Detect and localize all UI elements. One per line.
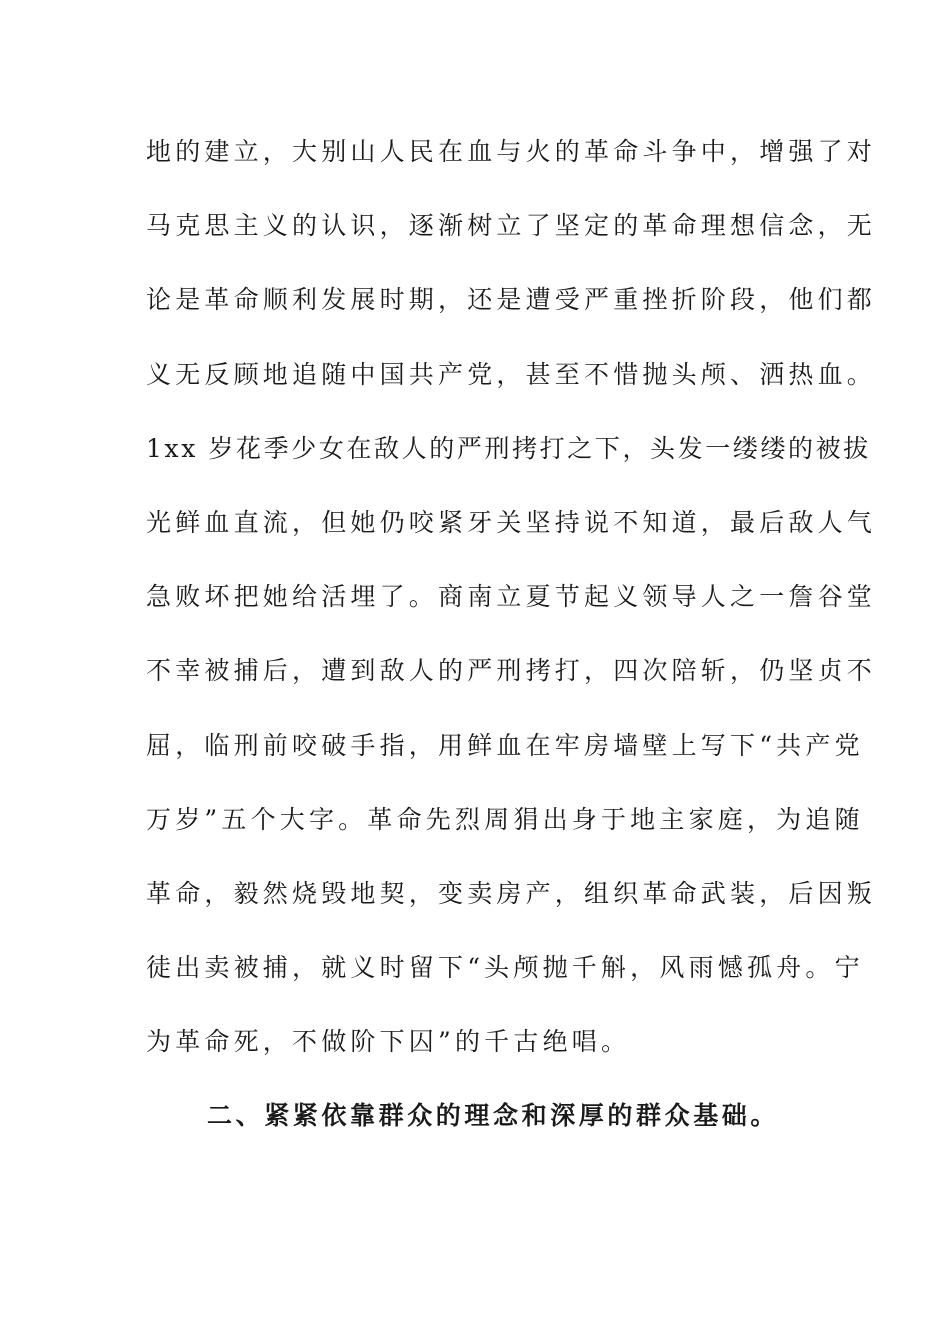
- paragraph-line: 光鲜血直流，但她仍咬紧牙关坚持说不知道，最后敌人气: [146, 507, 877, 537]
- paragraph-line: 论是革命顺利发展时期，还是遭受严重挫折阶段，他们都: [146, 285, 877, 315]
- paragraph-line: 马克思主义的认识，逐渐树立了坚定的革命理想信念，无: [146, 211, 877, 241]
- paragraph-line: 为革命死，不做阶下囚”的千古绝唱。: [146, 1027, 631, 1057]
- paragraph-line: 地的建立，大别山人民在血与火的革命斗争中，增强了对: [146, 137, 877, 166]
- paragraph-line: 不幸被捕后，遭到敌人的严刑拷打，四次陪斩，仍坚贞不: [146, 656, 877, 686]
- paragraph-line: 徒出卖被捕，就义时留下“头颅抛千斛，风雨憾孤舟。宁: [146, 953, 864, 983]
- paragraph-line: 屈，临刑前咬破手指，用鲜血在牢房墙壁上写下“共产党: [146, 730, 864, 760]
- paragraph-line: 急败坏把她给活埋了。商南立夏节起义领导人之一詹谷堂: [146, 582, 877, 612]
- body-paragraph: [146, 129, 877, 1093]
- section-heading: 二、紧紧依靠群众的理念和深厚的群众基础。: [207, 1101, 780, 1130]
- paragraph-line: 万岁”五个大字。革命先烈周狷出身于地主家庭，为追随: [146, 804, 864, 834]
- paragraph-line: 革命，毅然烧毁地契，变卖房产，组织革命武装，后因叛: [146, 878, 877, 908]
- paragraph-line: 义无反顾地追随中国共产党，甚至不惜抛头颅、洒热血。: [146, 359, 877, 389]
- paragraph-line: 1xx 岁花季少女在敌人的严刑拷打之下，头发一缕缕的被拔: [146, 433, 871, 463]
